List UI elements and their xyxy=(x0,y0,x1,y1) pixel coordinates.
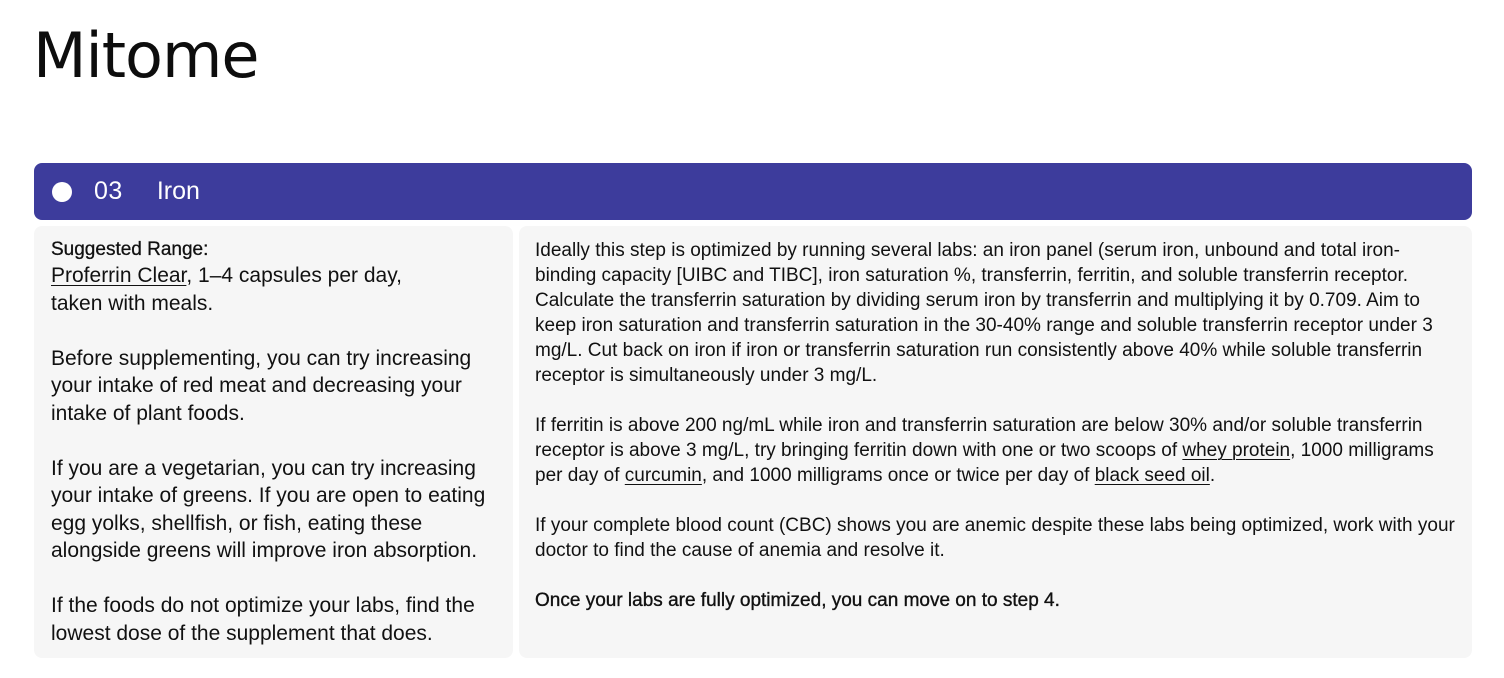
next-step-note: Once your labs are fully optimized, you can move on to step 4. xyxy=(535,590,1060,611)
cbc-paragraph: If your complete blood count (CBC) shows you are anemic despite these labs being optimized, work with your doctor to find the cause of anemia and resolve it. xyxy=(535,515,1455,561)
black-seed-oil-link[interactable]: black seed oil xyxy=(1094,465,1210,486)
dose-text: , 1–4 capsules per day, xyxy=(186,264,402,287)
ferritin-text-b: , 1000 milligrams per day of xyxy=(535,440,1434,486)
lab-guidance-panel xyxy=(519,226,1472,658)
ferritin-text-a: If ferritin is above 200 ng/mL while iron and transferrin saturation are below 30% and/or soluble transferrin receptor is above 3 mg/L, try bringing ferritin down with one or two scoops of xyxy=(535,415,1423,461)
ferritin-text-c: , and 1000 milligrams once or twice per day of xyxy=(701,465,1095,486)
step-number: 03 xyxy=(94,177,123,205)
proferrin-clear-link[interactable]: Proferrin Clear xyxy=(51,264,187,287)
whey-protein-link[interactable]: whey protein xyxy=(1182,440,1291,461)
suggested-range-panel xyxy=(34,226,513,658)
brand-logo: Mitome xyxy=(33,19,259,92)
step-header xyxy=(34,163,1472,220)
dose-line xyxy=(51,262,496,317)
dose-text-2: taken with meals. xyxy=(51,291,214,315)
suggested-range-label: Suggested Range: xyxy=(51,239,209,260)
step-title: Iron xyxy=(156,177,200,205)
curcumin-link[interactable]: curcumin xyxy=(624,465,702,486)
diet-paragraph: Before supplementing, you can try increasing your intake of red meat and decreasing your intake of plant foods. xyxy=(51,346,472,425)
lowest-dose-paragraph: If the foods do not optimize your labs, find the lowest dose of the supplement that does. xyxy=(51,594,475,645)
ferritin-text-d: . xyxy=(1209,465,1216,486)
ferritin-paragraph xyxy=(535,413,1456,488)
step-status-dot xyxy=(52,182,72,202)
labs-paragraph: Ideally this step is optimized by running several labs: an iron panel (serum iron, unbound and total iron-binding capacity [UIBC and TIBC], iron saturation %, transferrin, ferritin, and soluble transferrin receptor. Calculate the transferrin saturation by dividing serum iron by transferrin and multiplying it by 0.709. Aim to keep iron saturation and transferrin saturation in the 30-40% range and soluble transferrin receptor under 3 mg/L. Cut back on iron if iron or transferrin saturation run consistently above 40% while soluble transferrin receptor is simultaneously under 3 mg/L. xyxy=(535,240,1433,386)
vegetarian-paragraph: If you are a vegetarian, you can try increasing your intake of greens. If you are open to eating egg yolks, shellfish, or fish, eating these alongside greens will improve iron absorption. xyxy=(51,456,486,562)
